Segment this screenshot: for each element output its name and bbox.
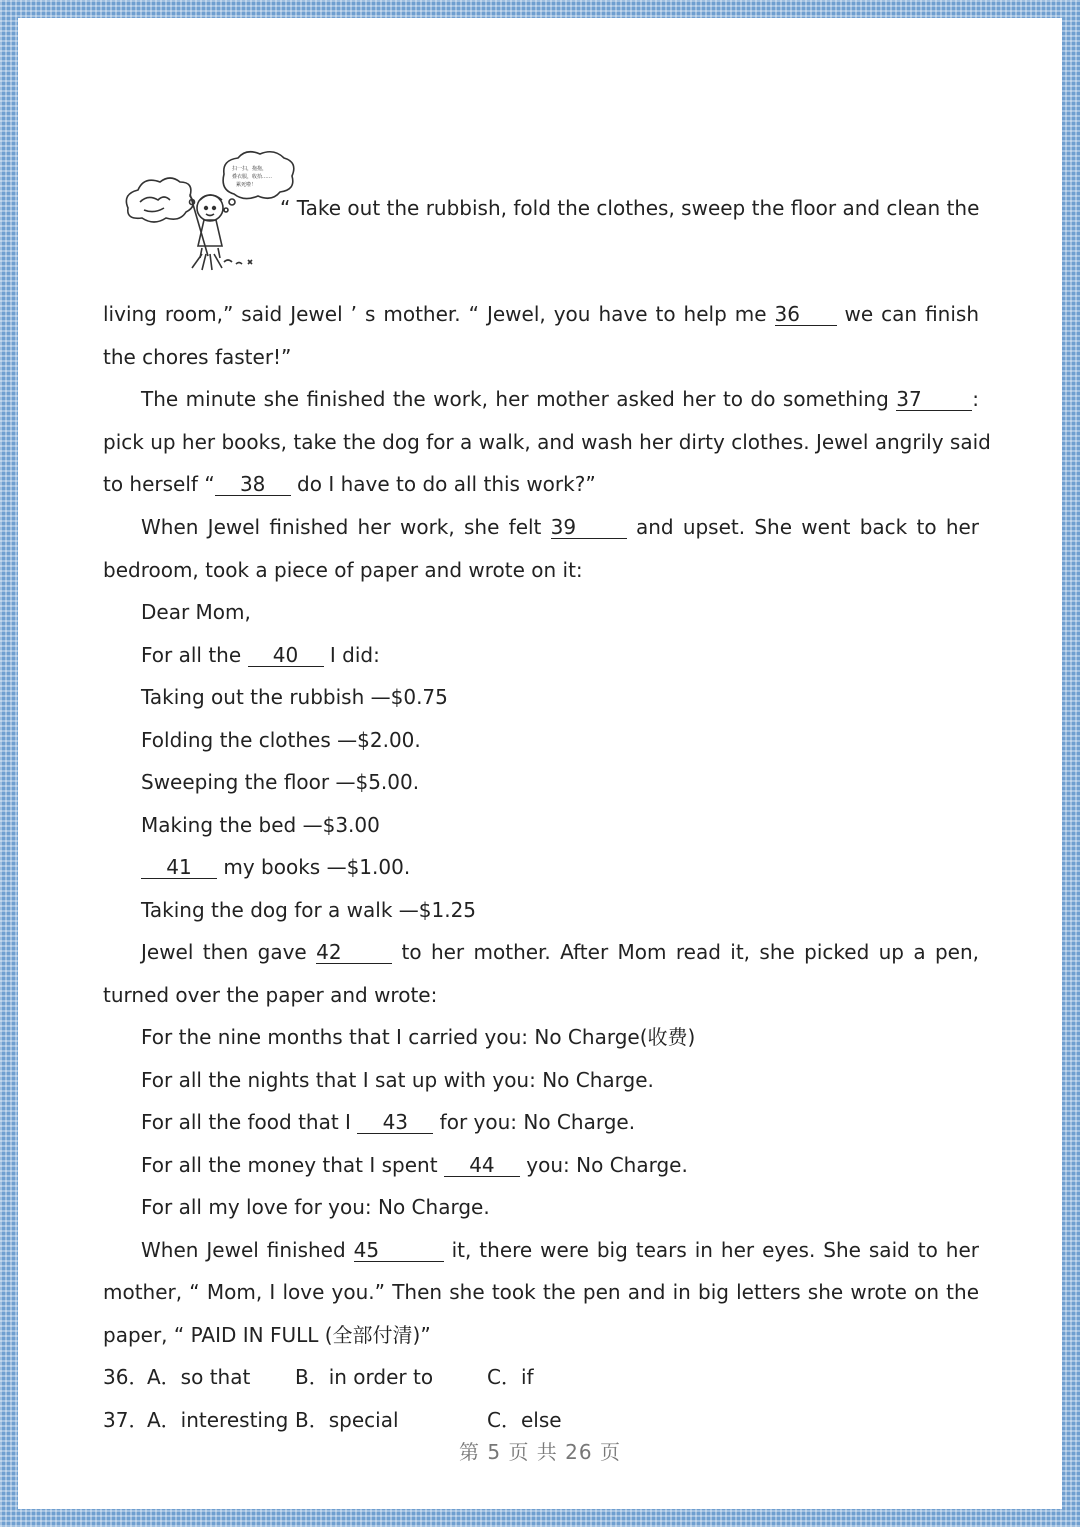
- blank-41[interactable]: 41: [141, 856, 217, 879]
- passage-line: turned over the paper and wrote:: [103, 983, 438, 1007]
- bill-item: Sweeping the floor —$5.00.: [141, 770, 420, 794]
- document-page: [18, 18, 1062, 1509]
- blank-37[interactable]: 37: [896, 388, 972, 411]
- blank-45[interactable]: 45: [354, 1239, 444, 1262]
- passage-line: When Jewel finished 45 it, there were big tears in her eyes. She said to her: [141, 1238, 979, 1262]
- passage-line: When Jewel finished her work, she felt 39 and upset. She went back to her: [141, 515, 980, 539]
- passage-line: living room,” said Jewel ’ s mother. “ Jewel, you have to help me 36 we can finish: [103, 302, 980, 326]
- bill-item: Taking out the rubbish —$0.75: [141, 685, 448, 709]
- reply-item: For all the money that I spent 44 you: No Charge.: [141, 1153, 688, 1177]
- option-c[interactable]: C．else: [487, 1408, 562, 1432]
- option-c[interactable]: C．if: [487, 1365, 534, 1389]
- option-b[interactable]: B．in order to: [295, 1365, 434, 1389]
- blank-40[interactable]: 40: [248, 644, 324, 667]
- option-a[interactable]: A．interesting: [147, 1408, 289, 1432]
- bill-item: Making the bed —$3.00: [141, 813, 380, 837]
- question-number: 36．: [103, 1365, 149, 1389]
- reply-item: For all the nights that I sat up with you: No Charge.: [141, 1068, 654, 1092]
- page-footer: 第 5 页 共 26 页: [459, 1440, 621, 1464]
- option-b[interactable]: B．special: [295, 1408, 399, 1432]
- blank-44[interactable]: 44: [444, 1154, 520, 1177]
- passage-line: bedroom, took a piece of paper and wrote on it:: [103, 558, 583, 582]
- passage-line: pick up her books, take the dog for a walk, and wash her dirty clothes. Jewel angrily said: [103, 430, 991, 454]
- bill-item: 41 my books —$1.00.: [103, 846, 979, 889]
- blank-36[interactable]: 36: [775, 303, 837, 326]
- passage-line: For all the 40 I did:: [141, 643, 380, 667]
- question-number: 37．: [103, 1408, 149, 1432]
- passage-line: Jewel then gave 42 to her mother. After Mom read it, she picked up a pen,: [141, 940, 980, 964]
- bubble-text: 扫一扫，拖拖， 叠衣服，收拾…… 累死啦！: [232, 166, 273, 188]
- reply-item: For the nine months that I carried you: No Charge(收费): [141, 1025, 696, 1049]
- blank-38[interactable]: 38: [215, 473, 291, 496]
- blank-39[interactable]: 39: [551, 516, 627, 539]
- option-a[interactable]: A．so that: [147, 1365, 251, 1389]
- passage-line: the chores faster!”: [103, 345, 292, 369]
- blank-42[interactable]: 42: [316, 941, 392, 964]
- bill-item: Folding the clothes —$2.00.: [141, 728, 421, 752]
- letter-salutation: Dear Mom,: [141, 600, 251, 624]
- blank-43[interactable]: 43: [357, 1111, 433, 1134]
- passage-line: to herself “ 38 do I have to do all this work?”: [103, 472, 596, 496]
- passage-line: The minute she finished the work, her mother asked her to do something 37 :: [141, 387, 980, 411]
- passage-line: “ Take out the rubbish, fold the clothes, sweep the floor and clean the: [280, 196, 980, 220]
- reply-item: For all my love for you: No Charge.: [141, 1195, 490, 1219]
- cartoon-girl-sweeping-illustration: [120, 150, 298, 272]
- reply-item: For all the food that I 43 for you: No Charge.: [141, 1110, 636, 1134]
- passage-line: paper, “ PAID IN FULL (全部付清)”: [103, 1323, 431, 1347]
- bill-item: Taking the dog for a walk —$1.25: [141, 898, 477, 922]
- passage-line: mother, “ Mom, I love you.” Then she took the pen and in big letters she wrote on the: [103, 1280, 979, 1304]
